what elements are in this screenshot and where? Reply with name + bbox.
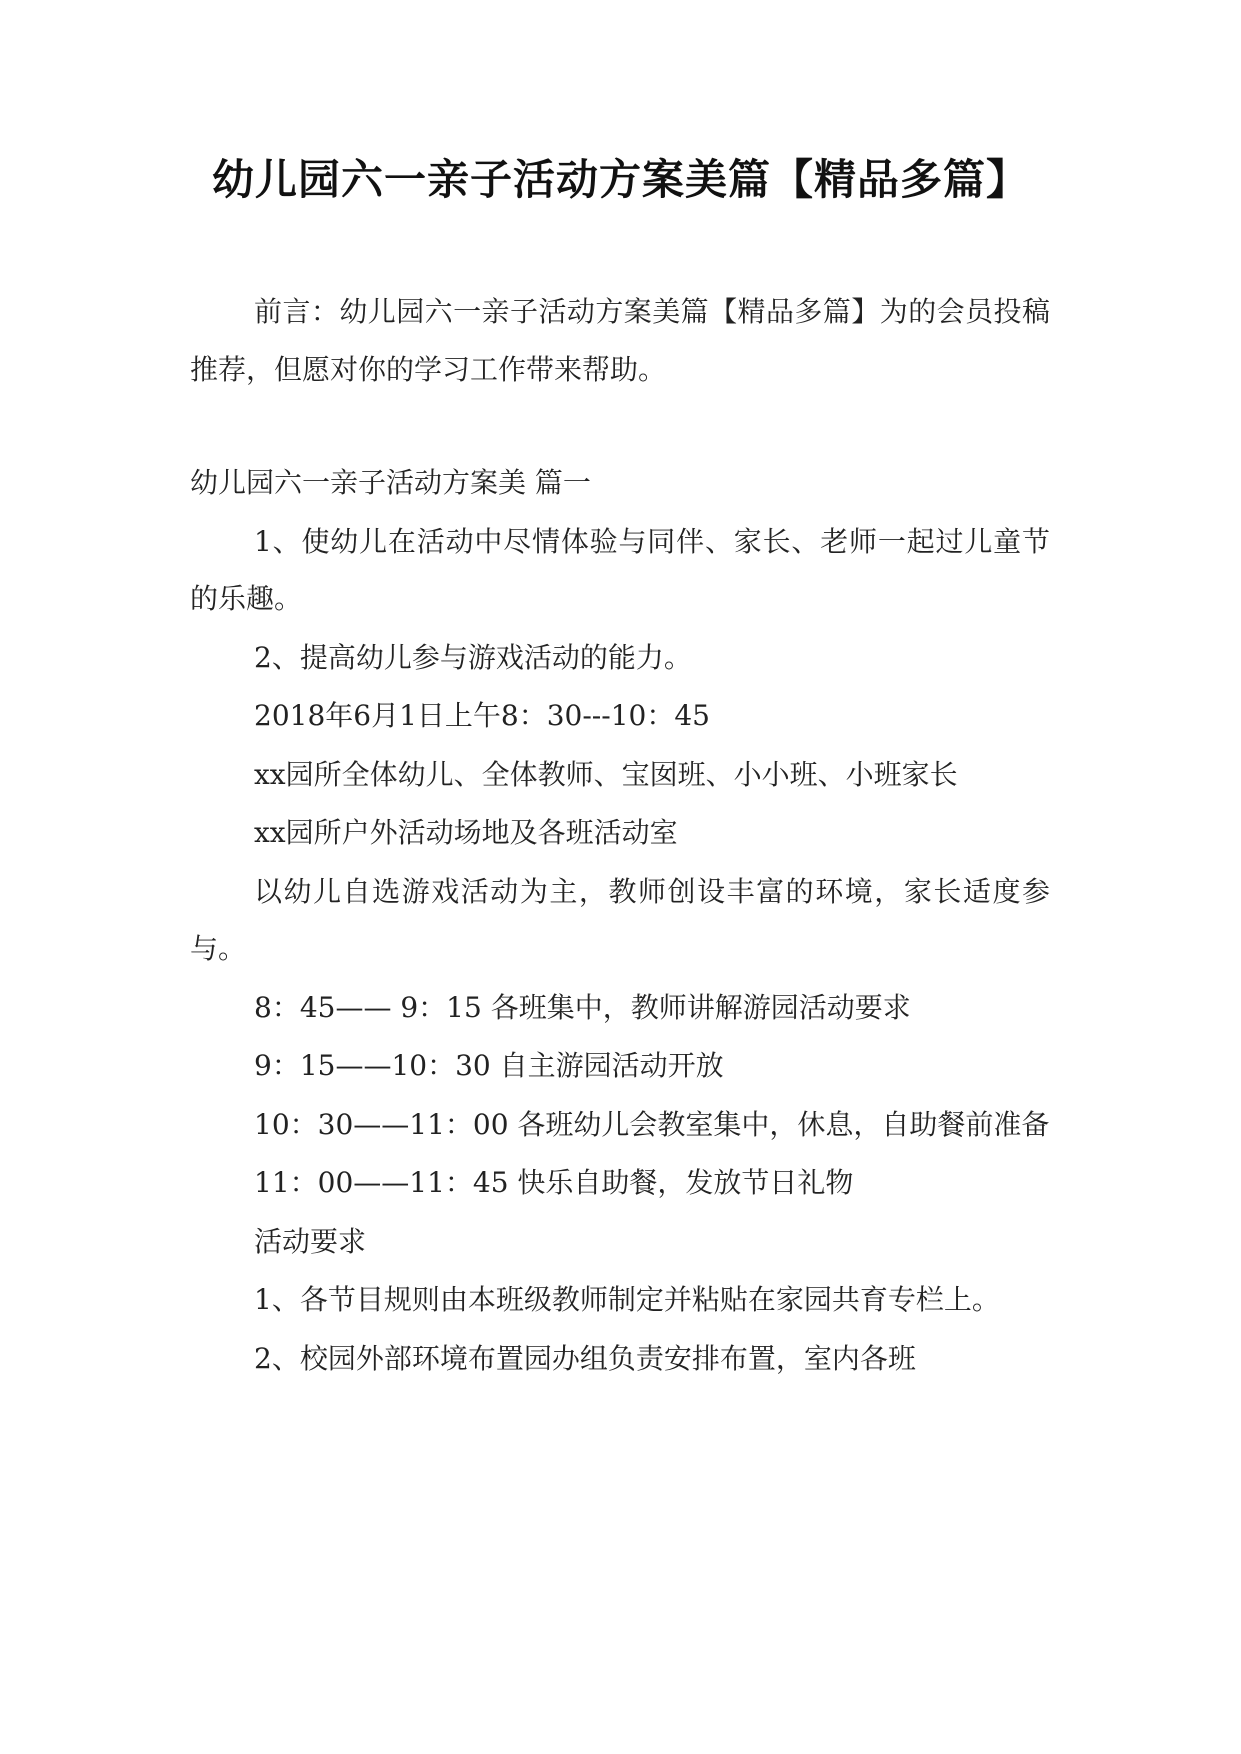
preface-paragraph: 前言：幼儿园六一亲子活动方案美篇【精品多篇】为的会员投稿推荐，但愿对你的学习工作带来帮助。 bbox=[190, 295, 1050, 386]
body-paragraph: 1、使幼儿在活动中尽情体验与同伴、家长、老师一起过儿童节的乐趣。 bbox=[190, 524, 1050, 615]
schedule-item: 9：15——10：30 自主游园活动开放 bbox=[254, 1049, 724, 1082]
body-paragraph: xx园所户外活动场地及各班活动室 bbox=[254, 816, 678, 849]
schedule-item: 10：30——11：00 各班幼儿会教室集中，休息，自助餐前准备 bbox=[254, 1107, 1050, 1141]
schedule-item: 11：00——11：45 快乐自助餐，发放节日礼物 bbox=[254, 1166, 854, 1199]
section-gap bbox=[190, 399, 1050, 454]
body-paragraph: 以幼儿自选游戏活动为主，教师创设丰富的环境，家长适度参与。 bbox=[190, 874, 1050, 965]
body-paragraph: 1、各节目规则由本班级教师制定并粘贴在家园共育专栏上。 bbox=[254, 1283, 1000, 1316]
subsection-heading: 活动要求 bbox=[254, 1224, 367, 1258]
body-paragraph: xx园所全体幼儿、全体教师、宝囡班、小小班、小班家长 bbox=[254, 757, 958, 791]
document-title: 幼儿园六一亲子活动方案美篇【精品多篇】 bbox=[211, 155, 1029, 204]
body-paragraph: 2018年6月1日上午8：30---10：45 bbox=[254, 699, 710, 732]
body-paragraph: 2、校园外部环境布置园办组负责安排布置，室内各班 bbox=[254, 1341, 916, 1375]
schedule-item: 8：45—— 9：15 各班集中，教师讲解游园活动要求 bbox=[254, 990, 911, 1024]
document-body bbox=[190, 283, 1050, 1388]
body-paragraph: 2、提高幼儿参与游戏活动的能力。 bbox=[254, 640, 692, 674]
section-heading: 幼儿园六一亲子活动方案美 篇一 bbox=[190, 466, 591, 499]
